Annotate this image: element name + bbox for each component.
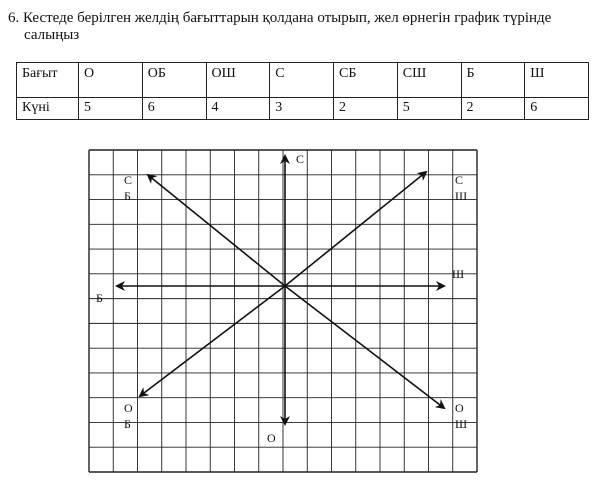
days-cell: 5 (397, 98, 461, 120)
task-line-1: 6. Кестеде берілген желдің бағыттарын қолдана отырып, жел өрнегін график түрінде (8, 10, 552, 26)
label-se-bottom: Ш (455, 417, 468, 431)
row-header-direction: Бағыт (17, 63, 79, 98)
label-south: О (267, 431, 276, 445)
task-line-2: салыңыз (24, 27, 80, 43)
direction-cell: Б (461, 63, 525, 98)
label-sw-bottom: Б (124, 417, 131, 431)
direction-cell: ОШ (206, 63, 270, 98)
label-ne-bottom: Ш (455, 189, 468, 203)
compass-axes (117, 156, 444, 424)
label-nw-top: С (124, 173, 133, 187)
direction-cell: ОБ (142, 63, 206, 98)
days-cell: 2 (334, 98, 398, 120)
label-nw-bottom: Б (124, 189, 131, 203)
row-header-days: Күні (17, 98, 79, 120)
direction-cell: СБ (334, 63, 398, 98)
label-se-top: О (455, 401, 464, 415)
days-cell: 2 (461, 98, 525, 120)
arrow-northwest (148, 175, 285, 286)
label-west: Б (96, 291, 103, 305)
label-ne-top: С (455, 173, 464, 187)
direction-cell: СШ (397, 63, 461, 98)
days-cell: 5 (79, 98, 143, 120)
label-east: Ш (452, 267, 465, 281)
days-cell: 4 (206, 98, 270, 120)
days-cell: 3 (270, 98, 334, 120)
label-sw-top: О (124, 401, 133, 415)
days-cell: 6 (142, 98, 206, 120)
grid-lines (89, 150, 477, 472)
direction-cell: Ш (525, 63, 589, 98)
days-cell: 6 (525, 98, 589, 120)
direction-cell: С (270, 63, 334, 98)
arrow-southeast (285, 286, 444, 408)
direction-cell: О (79, 63, 143, 98)
label-north: С (296, 152, 305, 166)
